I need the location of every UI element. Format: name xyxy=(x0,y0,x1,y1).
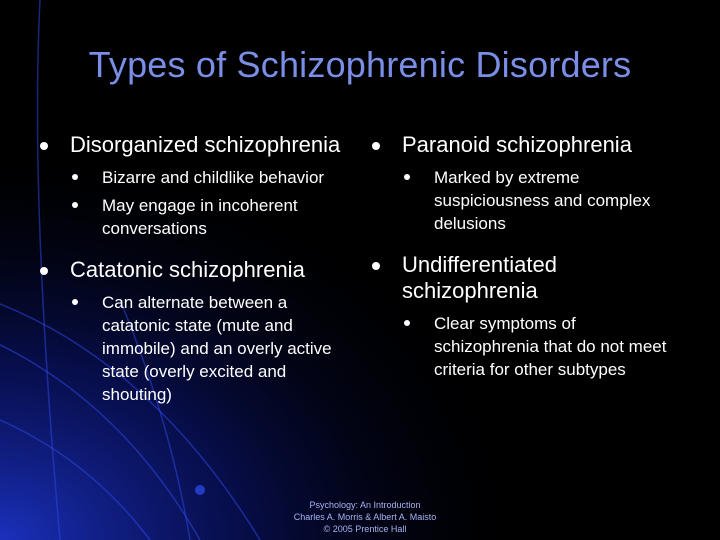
bullet-paranoid xyxy=(372,132,682,158)
sub-bullet xyxy=(70,194,350,240)
footer-line: Psychology: An Introduction xyxy=(309,500,421,510)
sub-bullet-text: Bizarre and childlike behavior xyxy=(102,168,325,187)
sub-bullet-text: Marked by extreme suspiciousness and complex delusions xyxy=(434,168,651,233)
bullet-icon xyxy=(40,267,48,275)
bullet-icon xyxy=(372,262,380,270)
right-column xyxy=(372,132,682,386)
footer-credit xyxy=(250,499,480,535)
bullet-icon xyxy=(404,174,410,180)
bullet-label: Catatonic schizophrenia xyxy=(70,257,305,282)
sub-bullet xyxy=(402,166,682,235)
sub-bullet-text: May engage in incoherent conversations xyxy=(102,196,298,238)
footer-line: © 2005 Prentice Hall xyxy=(323,524,407,534)
left-column xyxy=(40,132,350,411)
sub-bullet xyxy=(70,291,350,406)
bullet-icon xyxy=(72,174,78,180)
sub-bullet xyxy=(70,166,350,189)
bullet-label: Undifferentiated schizophrenia xyxy=(402,252,557,303)
sub-bullet-text: Clear symptoms of schizophrenia that do not meet criteria for other subtypes xyxy=(434,314,667,379)
bullet-icon xyxy=(404,320,410,326)
sub-bullet xyxy=(402,312,682,381)
bullet-undifferentiated xyxy=(372,252,682,304)
page-title: Types of Schizophrenic Disorders xyxy=(88,44,632,85)
sub-bullet-text: Can alternate between a catatonic state (mute and immobile) and an overly active state (overly excited and shouting) xyxy=(102,293,332,404)
bullet-label: Disorganized schizophrenia xyxy=(70,132,341,157)
bullet-catatonic xyxy=(40,257,350,283)
footer-line: Charles A. Morris & Albert A. Maisto xyxy=(293,512,437,522)
bullet-icon xyxy=(72,202,78,208)
bullet-disorganized xyxy=(40,132,350,158)
bullet-label: Paranoid schizophrenia xyxy=(402,132,632,157)
bullet-icon xyxy=(372,142,380,150)
bullet-icon xyxy=(72,299,78,305)
bullet-icon xyxy=(40,142,48,150)
